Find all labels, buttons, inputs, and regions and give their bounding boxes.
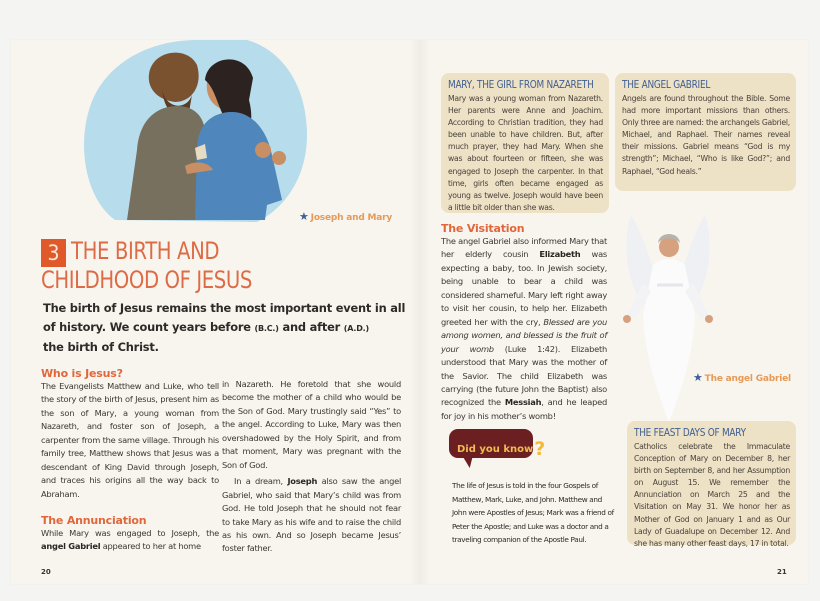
section-body: The Evangelists Matthew and Luke, who tell the story of the birth of Jesus, present him as the son of Mary, a young woman from Nazareth, and foster son of Joseph, a carpenter from the same village. Through his family tree, Matthew shows that Jesus was a descendant of King David through Joseph, and traces his origins all the way back to Abraham.: [41, 381, 219, 499]
chapter-number: 3: [41, 239, 66, 267]
sidebar-body: Angels are found throughout the Bible. Some had more important missions than others. Only three are named: the archangels Gabriel, Michael, and Raphael. Their names reveal their missions. Gabriel means “God is my strength”; Michael, “Who is like God?”; and Raphael, “God heals.”: [622, 94, 790, 176]
scripture-quote: Blessed are you among women, and blessed is the fruit of your womb: [441, 316, 607, 354]
illustration-caption: [693, 371, 791, 384]
section-body: [41, 527, 219, 554]
lead-text: The birth of Jesus remains the most important event in all of history. We count years before: [43, 301, 406, 334]
chapter-title-line1: THE BIRTH AND: [71, 237, 220, 265]
section-annunciation: [41, 514, 219, 554]
sidebar-body: Mary was a young woman from Nazareth. Her parents were Anne and Joachim. According to Christian tradition, they had been unable to have children. But, after much prayer, they had Mary. When she was about fourteen or fifteen, she was engaged to Joseph the carpenter. In that time, girls often became engaged as young as twelve. Joseph would have been a little bit older than she was.: [448, 94, 603, 212]
section-body: [441, 235, 607, 423]
section-visitation: [441, 222, 607, 423]
body-text: appeared to her at home: [100, 541, 201, 552]
book-spread: [11, 40, 808, 584]
body-text: The angel Gabriel also informed Mary that her elderly cousin: [441, 236, 607, 260]
caption-text: Joseph and Mary: [310, 213, 393, 223]
chapter-heading: [41, 237, 298, 295]
question-mark-icon: ?: [534, 438, 546, 460]
body-text: In a dream,: [234, 476, 288, 487]
section-who-is-jesus: [41, 367, 219, 501]
chapter-lead: [43, 299, 413, 357]
page-number-left: 20: [41, 568, 51, 576]
lead-text: and after: [278, 320, 344, 334]
left-column-2: [222, 378, 401, 556]
did-you-know-text: Did you know: [457, 444, 534, 455]
section-heading: The Visitation: [441, 222, 525, 235]
sidebar-body: Catholics celebrate the Immaculate Conception of Mary on December 8, her birth on September 8, and her Assumption on August 15. We remember the Annunciation on March 25 and the Visitation on May 31. We honor her as Mother of God on January 1 and as Our Lady of Guadalupe on December 12. And she has many other feast days, 17 in total.: [634, 442, 790, 548]
did-you-know-body: The life of Jesus is told in the four Gospels of Matthew, Mark, Luke, and John. Matthew and John were Apostles of Jesus; Mark was a friend of Peter the Apostle; and Luke was a doctor and a traveling companion of the Apostle Paul.: [452, 481, 614, 544]
chapter-title-line2: CHILDHOOD OF JESUS: [41, 266, 252, 294]
sidebar-heading: THE ANGEL GABRIEL: [622, 79, 711, 91]
illustration-caption: [299, 210, 392, 223]
body-text: While Mary was engaged to Joseph, the: [41, 528, 219, 538]
term-messiah: Messiah: [504, 397, 542, 408]
sidebar-heading: MARY, THE GIRL FROM NAZARETH: [448, 79, 594, 91]
sidebar-heading: THE FEAST DAYS OF MARY: [634, 427, 746, 439]
page-number-right: 21: [777, 568, 787, 576]
star-icon: ★: [693, 371, 703, 384]
term-joseph: Joseph: [287, 476, 318, 487]
body-text: (Luke 1:42). Elizabeth understood that Mary was the mother of the Savior. The child Elizabeth was carrying (the future John the Baptist) also recognized the: [441, 343, 607, 408]
section-heading: Who is Jesus?: [41, 367, 123, 380]
term-angel-gabriel: angel Gabriel: [41, 541, 101, 552]
body-paragraph: in Nazareth. He foretold that she would become the mother of a child who would be the Son of God. Mary trustingly said “Yes” to the angel. According to Luke, Mary was then overshadowed by the Holy Spirit, and from that moment, Mary was pregnant with the Son of God.: [222, 379, 401, 470]
caption-text: The angel Gabriel: [704, 374, 791, 384]
section-heading: The Annunciation: [41, 514, 147, 527]
joseph-and-mary-illustration: [67, 40, 317, 222]
lead-ad: (A.D.): [343, 324, 369, 333]
sidebar-angel-gabriel: [615, 73, 796, 191]
sidebar-feast-days: [627, 421, 796, 548]
did-you-know-label: [457, 435, 546, 460]
lead-text: the birth of Christ.: [43, 340, 159, 354]
body-text: also saw the angel Gabriel, who said that Mary’s child was from God. He told Joseph that he should not fear to take Mary as his wife and to raise the child as his own. And so Joseph became Jesus’ foster father.: [222, 476, 401, 554]
body-text: , and he leaped for joy in his mother’s womb!: [441, 397, 607, 421]
star-icon: ★: [299, 210, 309, 223]
term-elizabeth: Elizabeth: [539, 249, 581, 260]
body-paragraph: [222, 475, 401, 556]
sidebar-mary: [441, 73, 609, 213]
angel-gabriel-illustration: [613, 195, 723, 423]
body-text: was expecting a baby, too. In Jewish society, being unable to bear a child was considered shameful. Mary left right away to visit her cousin, to help her. Elizabeth greeted her with the cry,: [441, 249, 607, 327]
book-gutter: [410, 40, 430, 584]
lead-bc: (B.C.): [254, 324, 279, 333]
